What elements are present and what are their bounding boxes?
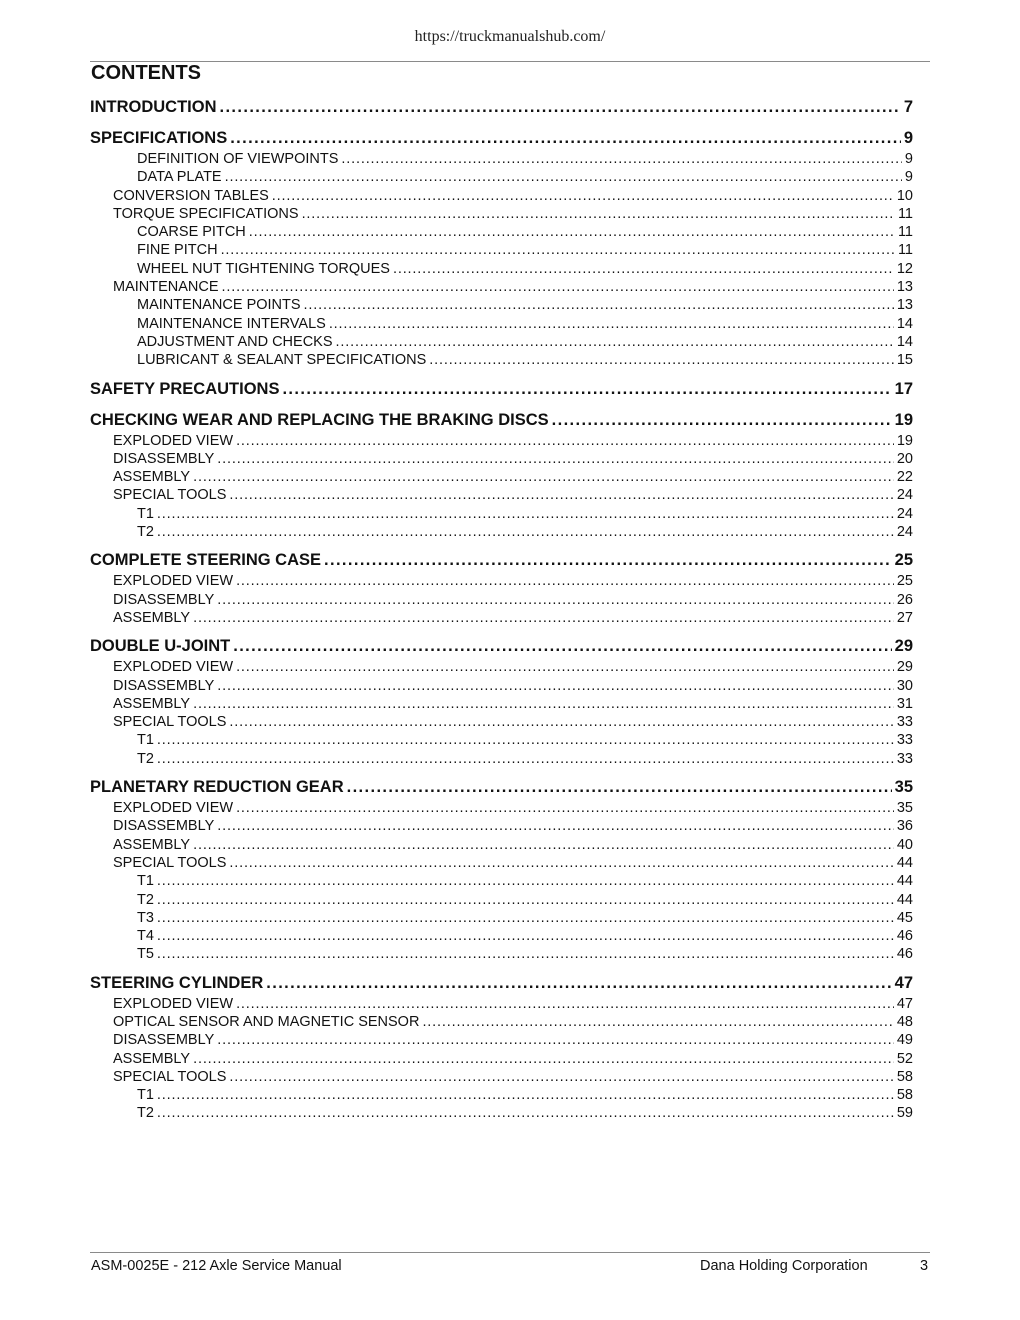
- toc-entry-page: 45: [896, 909, 913, 926]
- toc-dot-leader: [347, 778, 892, 797]
- toc-entry-label: DISASSEMBLY: [113, 1032, 215, 1049]
- toc-dot-leader: [157, 1105, 894, 1121]
- toc-dot-leader: [193, 610, 894, 626]
- toc-section-entry[interactable]: [90, 1105, 913, 1123]
- toc-dot-leader: [236, 800, 894, 816]
- toc-entry-page: 49: [896, 1032, 913, 1049]
- toc-entry-label: SPECIFICATIONS: [90, 129, 228, 147]
- toc-entry-label: INTRODUCTION: [90, 98, 217, 116]
- footer-company: Dana Holding Corporation: [700, 1258, 868, 1274]
- toc-entry-label: SPECIAL TOOLS: [113, 714, 227, 731]
- table-of-contents: [90, 96, 913, 1124]
- toc-entry-label: DATA PLATE: [137, 169, 222, 186]
- toc-dot-leader: [302, 206, 895, 222]
- toc-dot-leader: [157, 910, 894, 926]
- toc-dot-leader: [193, 1051, 894, 1067]
- toc-dot-leader: [229, 487, 893, 503]
- toc-entry-label: MAINTENANCE POINTS: [137, 297, 301, 314]
- footer-page-number: 3: [920, 1258, 929, 1274]
- toc-entry-page: 11: [897, 205, 913, 222]
- toc-entry-page: 33: [896, 732, 913, 749]
- toc-dot-leader: [336, 334, 894, 350]
- toc-section-entry[interactable]: [90, 1069, 913, 1087]
- toc-entry-label: DISASSEMBLY: [113, 591, 215, 608]
- toc-dot-leader: [193, 696, 894, 712]
- footer-divider: [90, 1252, 930, 1253]
- toc-entry-label: EXPLODED VIEW: [113, 800, 234, 817]
- toc-entry-label: ASSEMBLY: [113, 695, 191, 712]
- toc-section-entry[interactable]: [90, 837, 913, 855]
- toc-section-entry[interactable]: [90, 892, 913, 910]
- toc-chapter-entry[interactable]: [90, 551, 913, 573]
- toc-section-entry[interactable]: [90, 224, 913, 242]
- toc-section-entry[interactable]: [90, 592, 913, 610]
- toc-entry-page: 25: [896, 573, 913, 590]
- toc-section-entry[interactable]: [90, 316, 913, 334]
- toc-entry-page: 58: [896, 1087, 913, 1104]
- toc-entry-page: 30: [896, 677, 913, 694]
- toc-dot-leader: [157, 506, 894, 522]
- toc-entry-label: EXPLODED VIEW: [113, 432, 234, 449]
- toc-entry-label: OPTICAL SENSOR AND MAGNETIC SENSOR: [113, 1013, 420, 1030]
- toc-section-entry[interactable]: [90, 524, 913, 542]
- toc-dot-leader: [157, 873, 894, 889]
- toc-entry-page: 59: [896, 1105, 913, 1122]
- toc-dot-leader: [157, 732, 894, 748]
- toc-chapter-entry[interactable]: [90, 98, 913, 120]
- toc-section-entry[interactable]: [90, 659, 913, 677]
- toc-dot-leader: [236, 573, 894, 589]
- toc-entry-label: COARSE PITCH: [137, 224, 246, 241]
- toc-entry-page: 29: [896, 659, 913, 676]
- toc-entry-label: T1: [137, 873, 154, 890]
- toc-dot-leader: [217, 818, 894, 834]
- toc-dot-leader: [220, 98, 901, 117]
- toc-chapter-entry[interactable]: [90, 380, 913, 402]
- toc-entry-page: 13: [896, 297, 913, 314]
- toc-entry-page: 48: [896, 1013, 913, 1030]
- toc-dot-leader: [157, 892, 894, 908]
- toc-entry-page: 29: [894, 637, 913, 656]
- toc-entry-page: 33: [896, 750, 913, 767]
- toc-dot-leader: [229, 1069, 893, 1085]
- toc-dot-leader: [229, 855, 893, 871]
- toc-entry-page: 44: [896, 891, 913, 908]
- toc-section-entry[interactable]: [90, 946, 913, 964]
- toc-dot-leader: [552, 411, 892, 430]
- header-divider: [90, 61, 930, 62]
- toc-entry-page: 24: [896, 505, 913, 522]
- toc-entry-label: ASSEMBLY: [113, 609, 191, 626]
- toc-section-entry[interactable]: [90, 334, 913, 352]
- toc-entry-page: 11: [897, 242, 913, 259]
- toc-dot-leader: [217, 592, 894, 608]
- toc-entry-page: 24: [896, 524, 913, 541]
- toc-dot-leader: [229, 714, 893, 730]
- toc-dot-leader: [233, 637, 891, 656]
- toc-entry-label: SPECIAL TOOLS: [113, 1068, 227, 1085]
- toc-entry-label: CONVERSION TABLES: [113, 187, 269, 204]
- toc-dot-leader: [266, 974, 891, 993]
- toc-entry-page: 44: [896, 873, 913, 890]
- toc-entry-page: 47: [896, 995, 913, 1012]
- toc-dot-leader: [329, 316, 894, 332]
- toc-dot-leader: [193, 469, 894, 485]
- toc-entry-label: ASSEMBLY: [113, 1050, 191, 1067]
- toc-entry-label: TORQUE SPECIFICATIONS: [113, 205, 299, 222]
- toc-entry-page: 24: [896, 487, 913, 504]
- toc-section-entry[interactable]: [90, 506, 913, 524]
- toc-dot-leader: [429, 352, 894, 368]
- toc-section-entry[interactable]: [90, 433, 913, 451]
- toc-entry-page: 31: [896, 695, 913, 712]
- toc-section-entry[interactable]: [90, 169, 913, 187]
- toc-dot-leader: [157, 524, 894, 540]
- toc-section-entry[interactable]: [90, 261, 913, 279]
- toc-dot-leader: [236, 996, 894, 1012]
- footer-document-title: ASM-0025E - 212 Axle Service Manual: [91, 1258, 342, 1274]
- toc-entry-label: ASSEMBLY: [113, 469, 191, 486]
- toc-entry-page: 26: [896, 591, 913, 608]
- toc-entry-label: T2: [137, 1105, 154, 1122]
- toc-entry-page: 19: [896, 432, 913, 449]
- toc-entry-label: MAINTENANCE: [113, 279, 219, 296]
- toc-entry-page: 14: [896, 333, 913, 350]
- toc-entry-page: 10: [896, 187, 913, 204]
- toc-dot-leader: [222, 279, 894, 295]
- toc-section-entry[interactable]: [90, 732, 913, 750]
- toc-entry-page: 9: [903, 129, 913, 147]
- toc-section-entry[interactable]: [90, 242, 913, 260]
- toc-entry-label: DOUBLE U-JOINT: [90, 637, 231, 656]
- toc-section-entry[interactable]: [90, 279, 913, 297]
- toc-entry-label: T3: [137, 909, 154, 926]
- toc-entry-page: 46: [896, 946, 913, 963]
- toc-entry-label: LUBRICANT & SEALANT SPECIFICATIONS: [137, 352, 427, 369]
- toc-dot-leader: [249, 224, 895, 240]
- toc-dot-leader: [236, 433, 894, 449]
- toc-entry-page: 15: [896, 352, 913, 369]
- toc-entry-label: T5: [137, 946, 154, 963]
- toc-section-entry[interactable]: [90, 910, 913, 928]
- toc-entry-page: 40: [896, 836, 913, 853]
- source-url[interactable]: https://truckmanualshub.com/: [414, 28, 606, 45]
- toc-dot-leader: [225, 169, 902, 185]
- toc-dot-leader: [157, 751, 894, 767]
- toc-entry-page: 14: [896, 315, 913, 332]
- toc-chapter-entry[interactable]: [90, 129, 913, 151]
- toc-entry-label: MAINTENANCE INTERVALS: [137, 315, 326, 332]
- toc-entry-label: DISASSEMBLY: [113, 450, 215, 467]
- toc-section-entry[interactable]: [90, 469, 913, 487]
- toc-dot-leader: [324, 551, 892, 570]
- toc-section-entry[interactable]: [90, 800, 913, 818]
- toc-chapter-entry[interactable]: [90, 778, 913, 800]
- toc-section-entry[interactable]: [90, 188, 913, 206]
- toc-section-entry[interactable]: [90, 928, 913, 946]
- toc-section-entry[interactable]: [90, 610, 913, 628]
- toc-entry-label: ADJUSTMENT AND CHECKS: [137, 333, 333, 350]
- toc-dot-leader: [230, 129, 901, 148]
- toc-entry-label: SPECIAL TOOLS: [113, 854, 227, 871]
- toc-section-entry[interactable]: [90, 678, 913, 696]
- toc-section-entry[interactable]: [90, 1032, 913, 1050]
- toc-section-entry[interactable]: [90, 297, 913, 315]
- toc-section-entry[interactable]: [90, 1014, 913, 1032]
- toc-section-entry[interactable]: [90, 206, 913, 224]
- toc-entry-label: EXPLODED VIEW: [113, 659, 234, 676]
- toc-section-entry[interactable]: [90, 696, 913, 714]
- toc-section-entry[interactable]: [90, 1051, 913, 1069]
- toc-section-entry[interactable]: [90, 573, 913, 591]
- toc-entry-label: DISASSEMBLY: [113, 677, 215, 694]
- toc-entry-label: SAFETY PRECAUTIONS: [90, 379, 280, 398]
- toc-entry-label: T2: [137, 891, 154, 908]
- toc-entry-label: T1: [137, 732, 154, 749]
- toc-section-entry[interactable]: [90, 151, 913, 169]
- toc-entry-label: SPECIAL TOOLS: [113, 487, 227, 504]
- toc-entry-page: 20: [896, 450, 913, 467]
- toc-dot-leader: [422, 1014, 893, 1030]
- toc-entry-page: 27: [896, 609, 913, 626]
- toc-dot-leader: [217, 451, 894, 467]
- toc-section-entry[interactable]: [90, 873, 913, 891]
- toc-entry-label: EXPLODED VIEW: [113, 995, 234, 1012]
- toc-entry-label: STEERING CYLINDER: [90, 973, 264, 992]
- toc-dot-leader: [236, 659, 894, 675]
- toc-dot-leader: [157, 1087, 894, 1103]
- page-title: CONTENTS: [91, 62, 201, 84]
- toc-entry-page: 9: [904, 169, 913, 186]
- toc-section-entry[interactable]: [90, 855, 913, 873]
- toc-entry-label: WHEEL NUT TIGHTENING TORQUES: [137, 260, 390, 277]
- toc-dot-leader: [304, 297, 894, 313]
- toc-entry-page: 7: [903, 98, 913, 116]
- toc-dot-leader: [217, 1032, 894, 1048]
- toc-entry-page: 35: [894, 778, 913, 797]
- toc-entry-page: 52: [896, 1050, 913, 1067]
- toc-entry-page: 9: [904, 151, 913, 167]
- toc-dot-leader: [157, 946, 894, 962]
- toc-dot-leader: [217, 678, 894, 694]
- toc-dot-leader: [221, 242, 895, 258]
- toc-dot-leader: [272, 188, 894, 204]
- toc-entry-page: 46: [896, 928, 913, 945]
- toc-section-entry[interactable]: [90, 487, 913, 505]
- toc-chapter-entry[interactable]: [90, 974, 913, 996]
- toc-entry-page: 13: [896, 279, 913, 296]
- toc-dot-leader: [393, 261, 894, 277]
- toc-section-entry[interactable]: [90, 996, 913, 1014]
- toc-entry-label: T4: [137, 928, 154, 945]
- toc-section-entry[interactable]: [90, 352, 913, 370]
- toc-entry-label: T1: [137, 1087, 154, 1104]
- toc-entry-page: 12: [896, 260, 913, 277]
- toc-entry-label: ASSEMBLY: [113, 836, 191, 853]
- toc-chapter-entry[interactable]: [90, 411, 913, 433]
- toc-entry-page: 58: [896, 1068, 913, 1085]
- toc-section-entry[interactable]: [90, 1087, 913, 1105]
- toc-entry-label: DEFINITION OF VIEWPOINTS: [137, 151, 339, 167]
- toc-dot-leader: [341, 151, 902, 167]
- toc-entry-label: EXPLODED VIEW: [113, 573, 234, 590]
- toc-chapter-entry[interactable]: [90, 637, 913, 659]
- toc-entry-label: T2: [137, 524, 154, 541]
- toc-dot-leader: [193, 837, 894, 853]
- toc-entry-page: 19: [894, 410, 913, 429]
- toc-dot-leader: [282, 380, 891, 399]
- toc-dot-leader: [157, 928, 894, 944]
- toc-section-entry[interactable]: [90, 751, 913, 769]
- toc-entry-page: 35: [896, 800, 913, 817]
- toc-section-entry[interactable]: [90, 714, 913, 732]
- toc-entry-page: 44: [896, 854, 913, 871]
- toc-entry-page: 25: [894, 551, 913, 570]
- toc-entry-page: 36: [896, 818, 913, 835]
- toc-entry-label: T2: [137, 750, 154, 767]
- toc-entry-label: COMPLETE STEERING CASE: [90, 551, 322, 570]
- toc-entry-page: 47: [894, 973, 913, 992]
- toc-entry-page: 22: [896, 469, 913, 486]
- toc-section-entry[interactable]: [90, 818, 913, 836]
- toc-entry-page: 17: [894, 379, 913, 398]
- toc-entry-label: DISASSEMBLY: [113, 818, 215, 835]
- toc-entry-page: 33: [896, 714, 913, 731]
- toc-entry-label: T1: [137, 505, 154, 522]
- toc-entry-label: FINE PITCH: [137, 242, 218, 259]
- toc-entry-label: CHECKING WEAR AND REPLACING THE BRAKING DISCS: [90, 410, 549, 429]
- toc-section-entry[interactable]: [90, 451, 913, 469]
- toc-entry-page: 11: [897, 224, 913, 241]
- toc-entry-label: PLANETARY REDUCTION GEAR: [90, 778, 344, 797]
